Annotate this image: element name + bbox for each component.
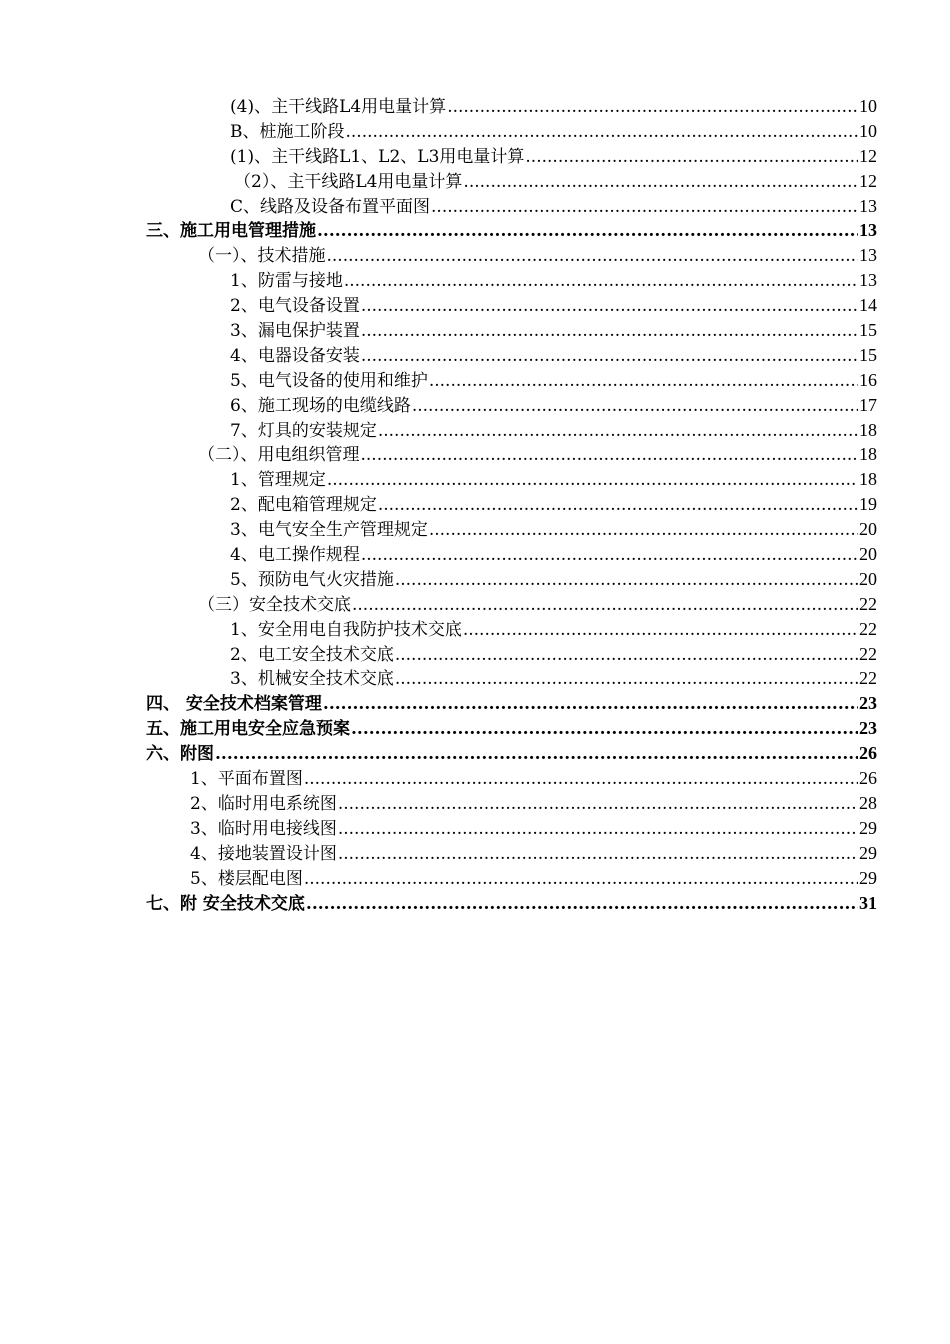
toc-entry-label: 6、施工现场的电缆线路 <box>230 395 411 416</box>
toc-dot-leader <box>463 170 858 195</box>
toc-entry[interactable] <box>146 343 877 368</box>
toc-entry-page-number: 26 <box>859 768 877 789</box>
toc-entry-label: 4、接地装置设计图 <box>190 843 337 864</box>
toc-entry-label: (4)、主干线路L4用电量计算 <box>230 97 447 117</box>
toc-entry-page-number: 22 <box>859 668 877 689</box>
toc-entry[interactable] <box>146 268 877 293</box>
toc-entry-label: 2、电气设备设置 <box>230 296 360 317</box>
toc-entry[interactable] <box>146 666 877 691</box>
toc-entry-page-number: 19 <box>859 494 877 515</box>
toc-entry-page-number: 26 <box>859 743 877 764</box>
toc-entry[interactable] <box>146 318 877 343</box>
toc-entry-label: (1)、主干线路L1、L2、L3用电量计算 <box>230 146 525 167</box>
toc-entry-label: 3、机械安全技术交底 <box>230 669 394 690</box>
toc-entry-page-number: 12 <box>859 145 877 166</box>
toc-entry-page-number: 13 <box>859 195 877 216</box>
toc-entry[interactable] <box>146 144 877 169</box>
toc-entry[interactable] <box>146 891 877 916</box>
toc-entry-label: B、桩施工阶段 <box>230 121 345 142</box>
toc-entry[interactable] <box>146 841 877 866</box>
toc-entry[interactable] <box>146 293 877 318</box>
toc-entry-page-number: 13 <box>859 220 877 241</box>
toc-dot-leader <box>463 618 858 643</box>
toc-entry-page-number: 10 <box>859 120 877 141</box>
toc-entry-label: 六、附图 <box>146 744 214 765</box>
toc-entry-label: 7、灯具的安装规定 <box>230 420 377 441</box>
toc-entry-page-number: 23 <box>859 693 877 714</box>
toc-entry[interactable] <box>146 542 877 567</box>
toc-entry-page-number: 18 <box>859 469 877 490</box>
toc-entry-label: 1、平面布置图 <box>190 769 303 790</box>
toc-dot-leader <box>395 667 858 692</box>
toc-entry[interactable] <box>146 592 877 617</box>
toc-dot-leader <box>327 244 859 269</box>
toc-dot-leader <box>338 817 858 842</box>
toc-dot-leader <box>351 717 858 742</box>
toc-entry[interactable] <box>146 368 877 393</box>
toc-entry-page-number: 17 <box>859 394 877 415</box>
toc-entry-label: 3、漏电保护装置 <box>230 321 360 342</box>
toc-entry[interactable] <box>146 467 877 492</box>
toc-dot-leader <box>327 468 858 493</box>
toc-entry-page-number: 20 <box>859 568 877 589</box>
toc-entry-page-number: 13 <box>859 270 877 291</box>
toc-entry-label: 3、电气安全生产管理规定 <box>230 520 428 541</box>
toc-entry-label: 1、安全用电自我防护技术交底 <box>230 619 462 640</box>
toc-entry[interactable] <box>146 442 877 467</box>
toc-entry[interactable] <box>146 393 877 418</box>
toc-dot-leader <box>317 219 858 244</box>
toc-entry-label: 4、电工操作规程 <box>230 545 360 566</box>
toc-entry-page-number: 28 <box>859 792 877 813</box>
toc-entry[interactable] <box>146 517 877 542</box>
toc-entry-label: 四、 安全技术档案管理 <box>146 694 322 715</box>
toc-dot-leader <box>304 767 858 792</box>
toc-entry-label: 五、施工用电安全应急预案 <box>146 719 350 740</box>
toc-entry-label: 七、附 安全技术交底 <box>146 893 305 914</box>
toc-dot-leader <box>429 369 858 394</box>
toc-entry-label: （一）、技术措施 <box>198 246 326 267</box>
toc-entry-page-number: 20 <box>859 544 877 565</box>
toc-entry[interactable] <box>146 567 877 592</box>
toc-entry-label: （三）安全技术交底 <box>198 594 351 615</box>
toc-dot-leader <box>395 568 858 593</box>
toc-entry[interactable] <box>146 94 877 119</box>
toc-entry-page-number: 20 <box>859 519 877 540</box>
toc-entry-label: 1、管理规定 <box>230 470 326 491</box>
toc-entry-label: 5、预防电气火灾措施 <box>230 569 394 590</box>
toc-entry[interactable] <box>146 791 877 816</box>
toc-entry[interactable] <box>146 816 877 841</box>
toc-dot-leader <box>431 195 858 220</box>
toc-entry[interactable] <box>146 218 877 243</box>
toc-dot-leader <box>361 319 858 344</box>
toc-entry-page-number: 22 <box>859 593 877 614</box>
toc-entry-page-number: 15 <box>859 320 877 341</box>
toc-entry-page-number: 29 <box>859 867 877 888</box>
toc-dot-leader <box>525 145 858 170</box>
toc-entry[interactable] <box>146 741 877 766</box>
toc-entry[interactable] <box>146 243 877 268</box>
table-of-contents <box>146 94 877 915</box>
toc-entry-label: 2、电工安全技术交底 <box>230 644 394 665</box>
toc-entry-page-number: 13 <box>859 245 877 266</box>
toc-entry-label: C、线路及设备布置平面图 <box>230 196 431 217</box>
toc-dot-leader <box>361 543 858 568</box>
toc-dot-leader <box>344 269 858 294</box>
toc-dot-leader <box>429 518 858 543</box>
toc-dot-leader <box>412 394 858 419</box>
toc-entry-label: 3、临时用电接线图 <box>190 818 337 839</box>
toc-dot-leader <box>378 419 858 444</box>
toc-dot-leader <box>323 692 858 717</box>
toc-entry-label: 4、电器设备安装 <box>230 345 360 366</box>
toc-dot-leader <box>304 867 858 892</box>
toc-entry-label: 2、配电箱管理规定 <box>230 495 377 516</box>
toc-entry-label: 2、临时用电系统图 <box>190 793 337 814</box>
toc-entry[interactable] <box>146 418 877 443</box>
toc-dot-leader <box>361 294 858 319</box>
toc-entry-page-number: 18 <box>859 419 877 440</box>
toc-entry[interactable] <box>146 766 877 791</box>
toc-entry[interactable] <box>146 716 877 741</box>
toc-entry-page-number: 29 <box>859 842 877 863</box>
toc-entry-page-number: 29 <box>859 817 877 838</box>
toc-entry[interactable] <box>146 492 877 517</box>
toc-entry-page-number: 12 <box>859 170 877 191</box>
toc-dot-leader <box>447 95 858 120</box>
toc-entry-page-number: 10 <box>859 96 877 116</box>
toc-entry-page-number: 18 <box>859 444 877 465</box>
toc-entry-label: （2）、主干线路L4用电量计算 <box>234 171 463 192</box>
toc-entry[interactable] <box>146 866 877 891</box>
toc-entry-page-number: 14 <box>859 295 877 316</box>
toc-entry-page-number: 16 <box>859 369 877 390</box>
toc-entry-page-number: 23 <box>859 718 877 739</box>
toc-dot-leader <box>361 443 859 468</box>
toc-entry[interactable] <box>146 194 877 219</box>
toc-dot-leader <box>395 643 858 668</box>
toc-dot-leader <box>306 892 858 917</box>
toc-dot-leader <box>338 792 858 817</box>
toc-entry[interactable] <box>146 617 877 642</box>
toc-entry[interactable] <box>146 119 877 144</box>
toc-dot-leader <box>378 493 858 518</box>
toc-entry-page-number: 22 <box>859 618 877 639</box>
toc-entry[interactable] <box>146 642 877 667</box>
toc-entry-page-number: 22 <box>859 643 877 664</box>
toc-dot-leader <box>215 742 858 767</box>
toc-dot-leader <box>346 120 859 145</box>
toc-dot-leader <box>338 842 858 867</box>
toc-entry[interactable] <box>146 691 877 716</box>
toc-entry-page-number: 31 <box>859 892 877 913</box>
toc-entry-label: 5、楼层配电图 <box>190 868 303 889</box>
toc-entry-page-number: 15 <box>859 344 877 365</box>
toc-entry-label: 1、防雷与接地 <box>230 271 343 292</box>
toc-entry-label: 三、施工用电管理措施 <box>146 221 316 242</box>
toc-entry-label: （二）、用电组织管理 <box>198 445 360 466</box>
toc-entry-label: 5、电气设备的使用和维护 <box>230 370 428 391</box>
toc-dot-leader <box>361 344 858 369</box>
toc-dot-leader <box>352 593 858 618</box>
toc-entry[interactable] <box>146 169 877 194</box>
